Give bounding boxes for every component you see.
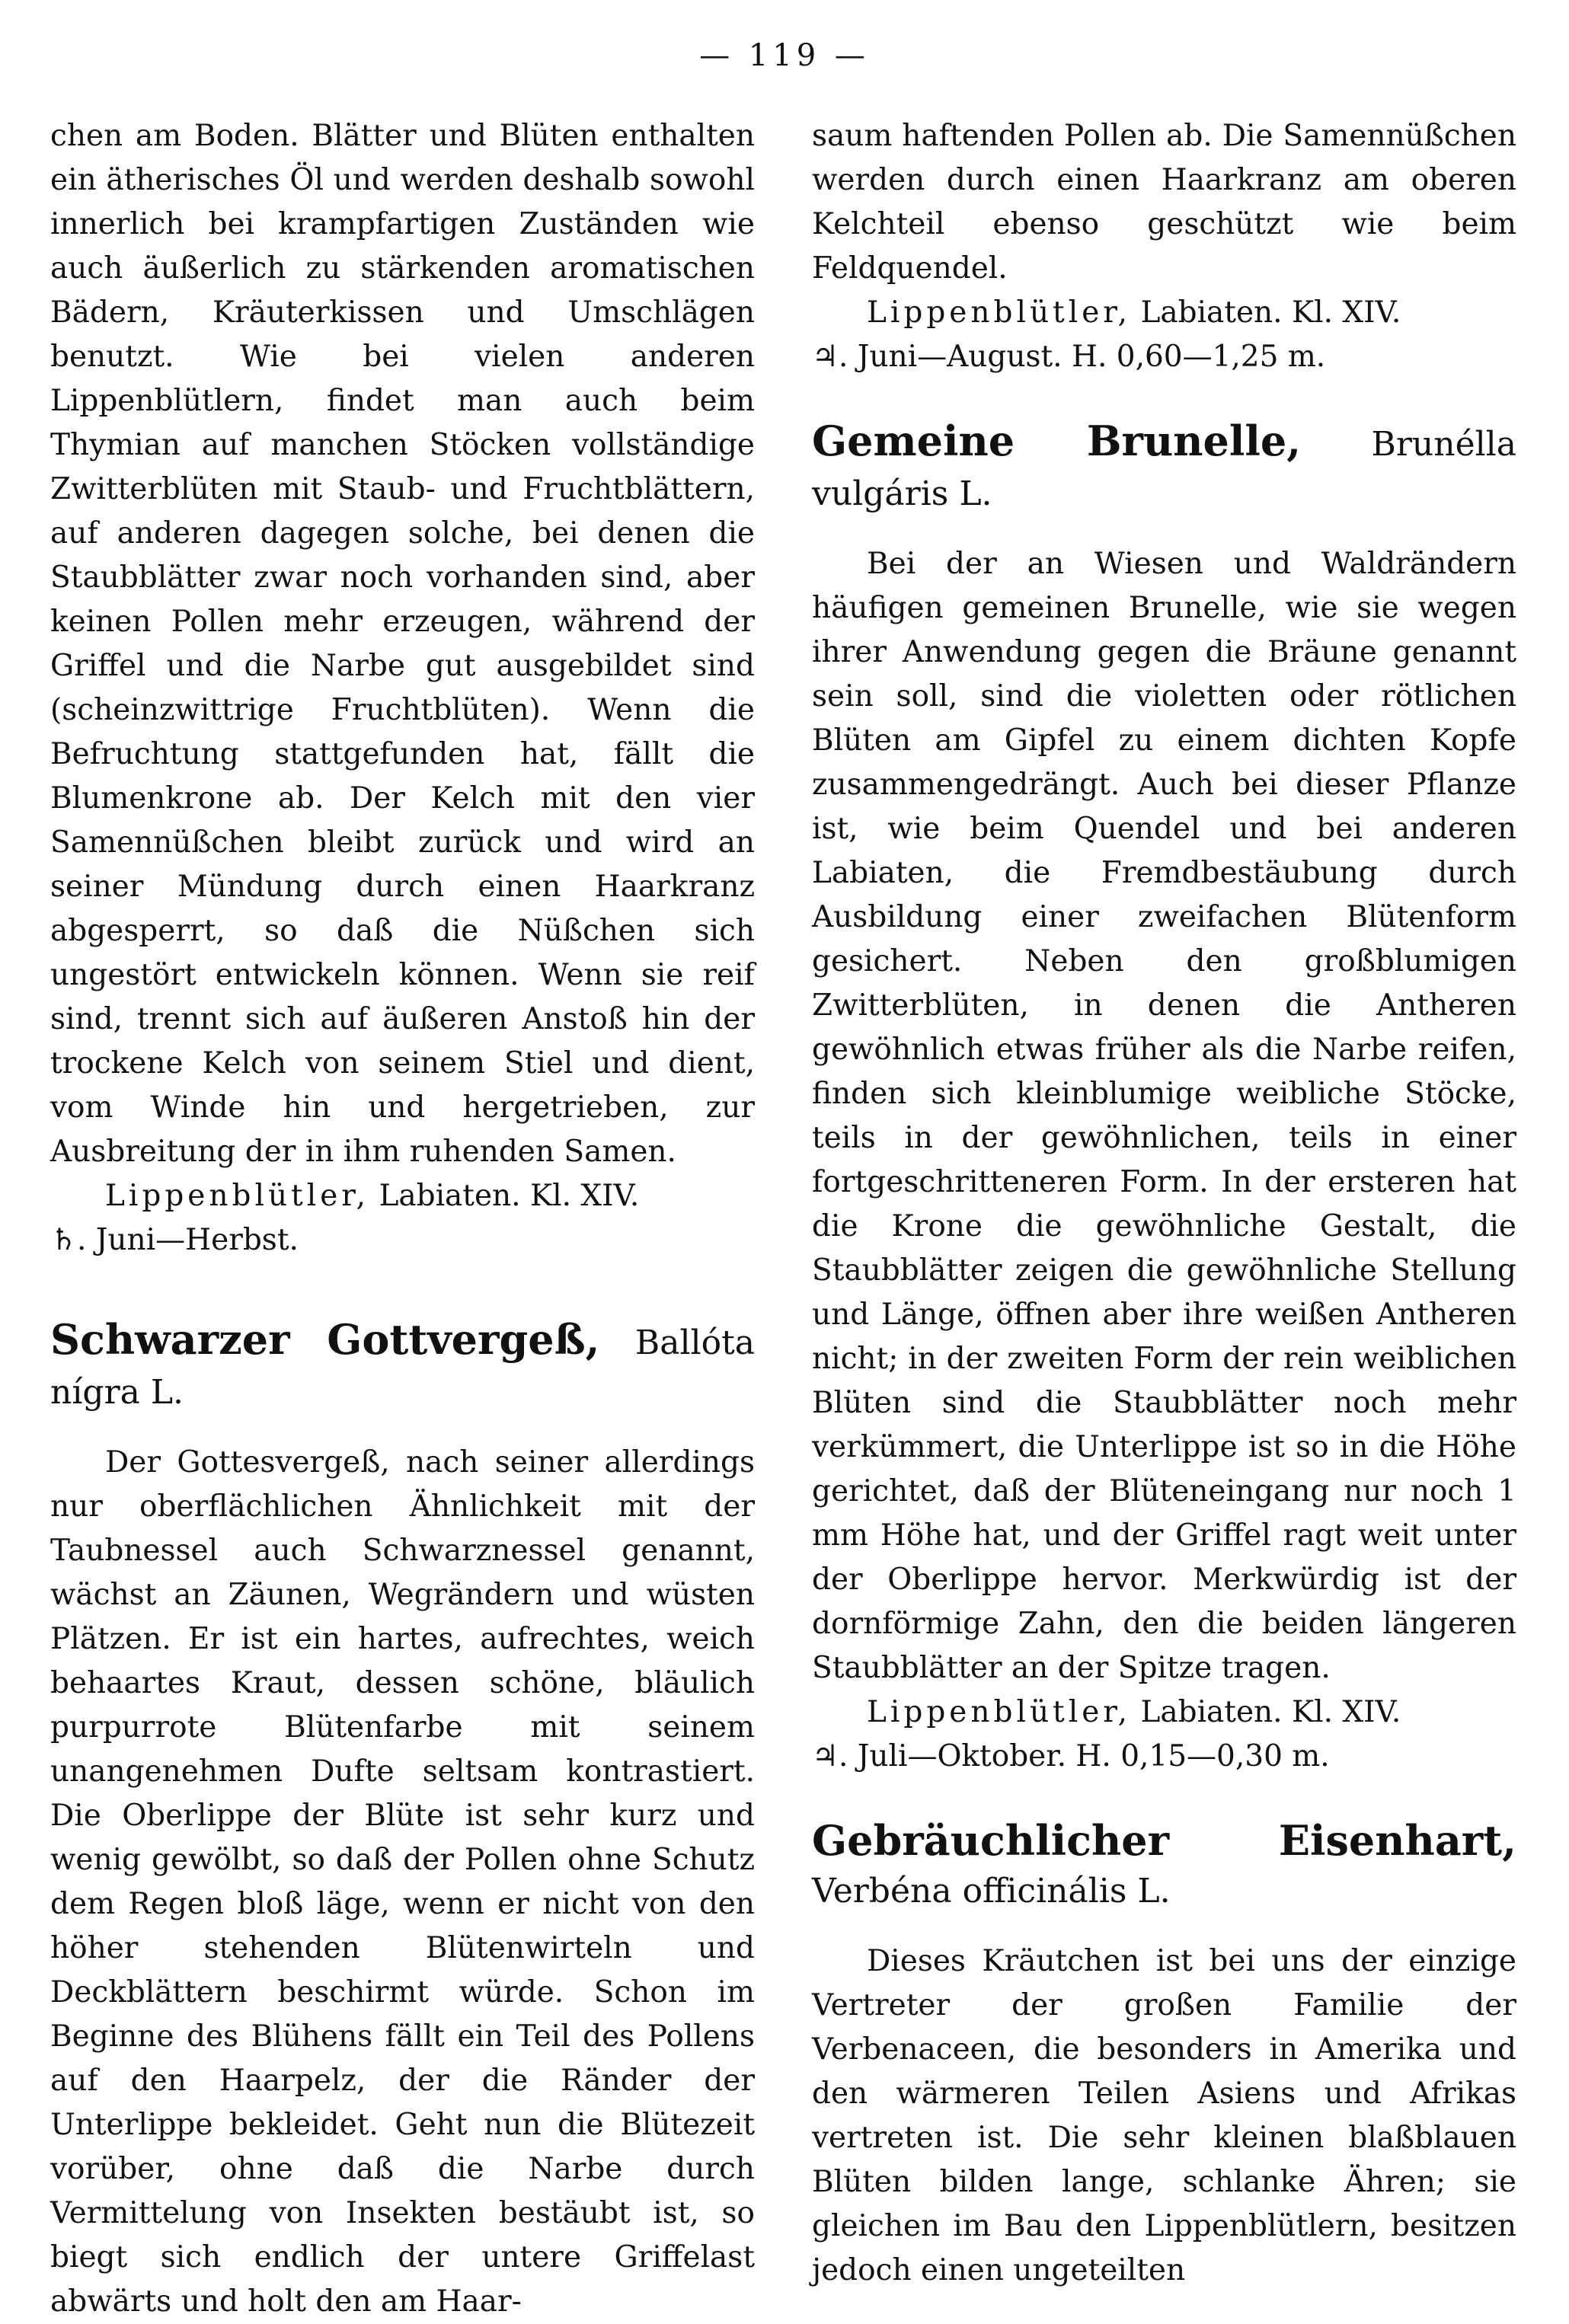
family-german: Lippenblütler, bbox=[867, 1695, 1132, 1729]
heading-german-name: Gemeine Brunelle, bbox=[812, 417, 1302, 465]
heading-latin-name: Ballóta nígra L. bbox=[50, 1323, 756, 1412]
family-german: Lippenblütler, bbox=[867, 295, 1132, 330]
linnean-class: Kl. XIV. bbox=[1291, 1695, 1401, 1729]
right-paragraph-2: Bei der an Wiesen und Waldrändern häufigen gemeinen Brunelle, wie sie wegen ihrer Anwendung gegen die Bräune genannt sein soll, sind die violetten oder rötlichen Blüten am Gipfel zu einem dichten Kopfe zusammengedrängt. Auch bei dieser Pflanze ist, wie beim Quendel und bei anderen Labiaten, die Fremdbestäubung durch Ausbildung einer zweifachen Blütenform gesichert. Neben den großblumigen Zwitterblüten, in denen die Antheren gewöhnlich etwas früher als die Narbe reifen, finden sich kleinblumige weibliche Stöcke, teils in der gewöhnlichen, teils in einer fortgeschritteneren Form. In der ersteren hat die Krone die gewöhnliche Gestalt, die Staubblätter zeigen die gewöhnliche Stellung und Länge, öffnen aber ihre weißen Antheren nicht; in der zweiten Form der rein weiblichen Blüten sind die Staubblätter noch mehr verkümmert, die Unterlippe ist so in die Höhe gerichtet, daß der Blüteneingang nur noch 1 mm Höhe hat, und der Griffel ragt weit unter der Oberlippe hervor. Merkwürdig ist der dornförmige Zahn, den die beiden längeren Staubblätter an der Spitze tragen. bbox=[812, 547, 1516, 1685]
section-heading-ballota bbox=[50, 1316, 755, 1416]
heading-german-name: Gebräuchlicher Eisenhart, bbox=[812, 1816, 1516, 1865]
left-flowering-info-1: ♄. Juni—Herbst. bbox=[50, 1223, 299, 1257]
right-paragraph-3: Dieses Kräutchen ist bei uns der einzige Vertreter der großen Familie der Verbenaceen, die besonders in Amerika und den wärmeren Teilen Asiens und Afrikas vertreten ist. Die sehr kleinen blaßblauen Blüten bilden lange, schlanke Ähren; sie gleichen im Bau den Lippenblütlern, besitzen jedoch einen ungeteilten bbox=[812, 1944, 1516, 2287]
section-heading-brunella bbox=[812, 417, 1516, 518]
left-column bbox=[50, 114, 755, 2324]
right-paragraph-1: saum haftenden Pollen ab. Die Samennüßchen werden durch einen Haarkranz am oberen Kelchteil ebenso geschützt wie beim Feldquendel. bbox=[812, 119, 1516, 286]
family-latin: Labiaten. bbox=[1140, 295, 1283, 330]
left-paragraph-2: Der Gottesvergeß, nach seiner allerdings nur oberflächlichen Ähnlichkeit mit der Taubnessel auch Schwarznessel genannt, wächst an Zäunen, Wegrändern und wüsten Plätzen. Er ist ein hartes, aufrechtes, weich behaartes Kraut, dessen schöne, bläulich purpurrote Blütenfarbe mit seinem unangenehmen Dufte seltsam kontrastiert. Die Oberlippe der Blüte ist sehr kurz und wenig gewölbt, so daß der Pollen ohne Schutz dem Regen bloß läge, wenn er nicht von den höher stehenden Blütenwirteln und Deckblättern beschirmt würde. Schon im Beginne des Blühens fällt ein Teil des Pollens auf den Haarpelz, der die Ränder der Unterlippe bekleidet. Geht nun die Blütezeit vorüber, ohne daß die Narbe durch Vermittelung von Insekten bestäubt ist, so biegt sich endlich der untere Griffelast abwärts und holt den am Haar- bbox=[50, 1445, 755, 2319]
right-column bbox=[812, 114, 1516, 2293]
family-latin: Labiaten. bbox=[379, 1179, 521, 1213]
right-flowering-info-1: ♃. Juni—August. H. 0,60—1,25 m. bbox=[812, 340, 1326, 374]
family-latin: Labiaten. bbox=[1140, 1695, 1283, 1729]
right-flowering-info-2: ♃. Juli—Oktober. H. 0,15—0,30 m. bbox=[812, 1739, 1330, 1773]
right-classification-2 bbox=[812, 1690, 1516, 1735]
page-number: — 119 — bbox=[699, 38, 870, 73]
heading-latin-name: Brunélla vulgáris L. bbox=[812, 425, 1516, 513]
left-classification-1 bbox=[50, 1174, 755, 1218]
heading-latin-name: Verbéna officinális L. bbox=[812, 1872, 1171, 1911]
section-heading-verbena bbox=[812, 1817, 1516, 1915]
right-classification-1 bbox=[812, 291, 1516, 335]
linnean-class: Kl. XIV. bbox=[1291, 295, 1401, 330]
linnean-class: Kl. XIV. bbox=[529, 1179, 640, 1213]
family-german: Lippenblütler, bbox=[105, 1179, 370, 1213]
heading-german-name: Schwarzer Gottvergeß, bbox=[50, 1315, 600, 1364]
left-paragraph-1: chen am Boden. Blätter und Blüten enthalten ein ätherisches Öl und werden deshalb sowohl innerlich bei krampfartigen Zuständen wie auch äußerlich zu stärkenden aromatischen Bädern, Kräuterkissen und Umschlägen benutzt. Wie bei vielen anderen Lippenblütlern, findet man auch beim Thymian auf manchen Stöcken vollständige Zwitterblüten mit Staub- und Fruchtblättern, auf anderen dagegen solche, bei denen die Staubblätter zwar noch vorhanden sind, aber keinen Pollen mehr erzeugen, während der Griffel und die Narbe gut ausgebildet sind (scheinzwittrige Fruchtblüten). Wenn die Befruchtung stattgefunden hat, fällt die Blumenkrone ab. Der Kelch mit den vier Samennüßchen bleibt zurück und wird an seiner Mündung durch einen Haarkranz abgesperrt, so daß die Nüßchen sich ungestört entwickeln können. Wenn sie reif sind, trennt sich auf äußeren Anstoß hin der trockene Kelch von seinem Stiel und dient, vom Winde hin und hergetrieben, zur Ausbreitung der in ihm ruhenden Samen. bbox=[50, 119, 755, 1169]
